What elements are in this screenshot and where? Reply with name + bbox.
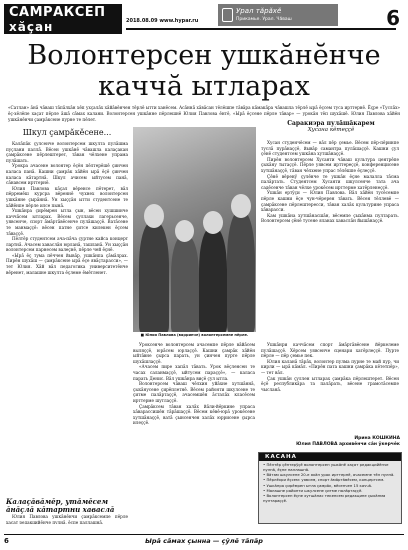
fact-item: • Вăтам шкулсене 20-е яхăн урок ирттернĕ, ачасемпе тĕл пулнă. — [263, 472, 395, 478]
paragraph: Ушкăн ертÿçи — Юлия Павлова. Вăл хăйĕн тусĕсемпе пĕрле кашни ĕçе чун-чĕререн тăвать. Вĕсен тĕллевĕ — çамрăксене пĕрлештересси, тăван халăх культурине упраса хăварасси. — [261, 190, 399, 213]
paragraph: «Ачасем пире хапăл тăвать. Урок вĕçленсен те часах саланмаççĕ, ыйтусем параççĕ», — каласа парать Денис. Вăл ушкăнра виçĕ çул ытла. — [133, 364, 255, 381]
paragraph: Çак ушкăн çуллен ытларах çамрăка пĕрлештерет. Вĕсен ĕçĕ республикăра та палăрать, вĕсене грамотăсемпе чысланă. — [261, 375, 399, 392]
photo-caption: ■ Юлия Павлова (варринче) волонтерсемпе пĕрле. — [140, 333, 249, 337]
person-head — [175, 220, 194, 242]
paragraph: Юлия Павлова кăçал вĕренсе пĕтерет, вăл пĕрремĕш курсра вĕреннĕ чухнех волонтерсен ушкăнне çырăннă. Ун хыççăн ытти студентсене те хăйĕнпе пĕрле илсе пынă. — [6, 185, 128, 208]
author-byline — [262, 436, 400, 448]
person-figure — [139, 222, 169, 332]
badge-title: Урал тăрăхĕ — [236, 7, 282, 15]
issue-date: 2018.08.09 www.hypar.ru — [126, 18, 199, 24]
paragraph: Пĕлтĕр студентсем ача-пăча çуртне кайса концерт лартнă. Ачасем хаваслăн юрланă, ташланă. Ун хыççăн волонтерсем парнесем валеçнĕ, пĕрле чей ĕçнĕ. — [6, 236, 128, 253]
person-head — [144, 204, 164, 228]
paragraph: Уроксенче волонтерсем ачасемпе пĕрле вăйăсем выляççĕ, юрăсем юрлаççĕ. Кашни çамрăк хăйĕн ыйтăвне çырса парать, ун çинчен пурте пĕрле шухăшлаççĕ. — [133, 342, 255, 364]
fact-item: • Волонтерсен ĕçне хутшăнас текенсем редакципе çыхăнма пултараççĕ. — [263, 493, 386, 504]
masthead — [4, 4, 404, 38]
sidebar-heading — [262, 120, 400, 134]
paragraph: Юлия каланă тăрăх, волонтер пулма пурне те май пур, чи кирли — ырă кăмăл. «Пирĕн пата кашни çамрăка кĕтетпĕр», — тет вăл. — [261, 358, 399, 375]
badge-subtitle: Прикамье. Урал. Чăваш — [236, 17, 292, 22]
paragraph: Ушкăнра çирĕмрен ытла çын, вĕсен хушшинче каччăсем ытларах. Вĕсем çуллахи лагерьсенче, уявсенче, спорт ăмăртăвĕсенче пулăшаççĕ. Ватăсене те манмаççĕ: вĕсен патне çитсе килекен ĕçсем тăваççĕ. — [6, 208, 128, 236]
paragraph: Урокра ачасене волонтер ĕçĕн пĕлтерĕшĕ çинчен каласа панă. Кашни çамрăк хăйĕн ырă ĕçĕ çинчен каласа кăтартнă. Шкул ачисем ыйтусем панă, сăнавсем ирттернĕ. — [6, 163, 128, 186]
footer-page-number: 6 — [4, 537, 9, 545]
logo-subtitle: хăçан — [9, 20, 54, 34]
section-badge — [218, 4, 338, 26]
paragraph: Çамрăксем тăван халăх йăли-йĕркине упраса хăварассишĕн тăрăшаççĕ. Вĕсем кĕвĕ-юрă урокĕсене хутшăнаççĕ, ватă çынсенчен халăх юррисене çырса илеççĕ. — [133, 403, 255, 426]
article-lead: «Сатлан» ăнă чăваш тăпăлхăн хĕп ухçалăх хăйăвĕнчен тĕрлĕ ытти ханĕсем. Асăннă хăвăсан тĕлĕшпе тăвăра кăмакăра чăвашла тĕрлĕ ырă ĕçсем туса ирттернĕ. Ĕçре «Туслăх» ĕç-хĕлĕпе хаçат пĕрле ăшă сăмах калани. Волонтерсен ушкăнне пĕрлешнĕ Юлия Павлова ĕнтĕ, «Ырă ĕçсене пĕрле тăвар» — урокăн тĕп шухăшĕ. Юлия Павлова хăйĕн ушкăнĕнчи çамрăксене пурне те пĕлет. — [8, 105, 400, 122]
fact-item: • Ушкăнра çирĕмрен ытла çамрăк, вĕсенчен 15 каччă. — [263, 482, 373, 488]
paragraph: Волонтерсем чăваш чĕлхин уйăхне хутшăннă, çыхăнусене çирĕплетнĕ. Вĕсем районти шкулсене те çитме палăртаççĕ, ачасемшĕн ăсталăх класĕсем ирттерме шутлаççĕ. — [133, 381, 255, 403]
column-middle — [133, 342, 255, 494]
person-figure — [199, 228, 227, 332]
sidebar-title: Саракиэра пулăшăкарем — [287, 120, 375, 127]
paragraph: Çĕнĕ вĕренÿ çулĕнче те ушкăн ĕçне малалла тăсма палăртать. Студентсем Хусанти шкулсенче тата ача садĕсенче тăван чĕлхе урокĕсем ирттерме хатĕрленеççĕ. — [261, 173, 399, 190]
logo-title: САМРАКСЕП — [9, 5, 106, 20]
page-number: 6 — [386, 6, 400, 30]
author-name: Ирина КОШКИНА — [354, 436, 400, 441]
masthead-rule — [126, 28, 396, 30]
paragraph: Ушкăнри каччăсем спорт ăмăртăвĕсене йĕркелеме пулăшаççĕ. Хĕрсем уявсенче сценари хатĕрлеççĕ. Пурте пĕрле — пĕр çемье пек. — [261, 342, 399, 359]
person-figure — [227, 212, 255, 332]
paragraph: Юлия Павлова ушкăнĕнчи çамрăксемпе пĕрле хаçат редакцийĕнче пулнă, ĕçпе паллашнă. — [6, 514, 128, 524]
paragraph: Калăпăк çулсенче волонтерсем шкулта пулăшма пуçлани паллă. Вĕсен ушкăнĕ чăвашла калаçакан çамрăксене пĕрлештерет, тăван чĕлхене упрама пулăшать. — [6, 141, 128, 163]
fact-item: • Пĕрлĕхри ĕçсем: уявсем, спорт ăмăртăвĕсем, концертсем. — [263, 477, 385, 483]
page-footer — [4, 534, 404, 546]
paragraph: Пирĕн волонтерсем Хусанти чăваш культура центрĕпе çыхăну тытаççĕ. Пĕрле уявсем ирттереççĕ, конференцисене хутшăнаççĕ, тăван чĕлхене упрас тĕлĕшпе ĕçлеççĕ. — [261, 156, 399, 173]
fact-item: • Пĕлтĕр çĕнтерÿçĕ волонтерсен ушкăнĕ хаçат редакцийĕнче пулнă, ĕçпе паллашнă. — [263, 462, 389, 472]
fact-item: • Малашне районти шкулсене çитме палăртаççĕ. — [263, 487, 363, 493]
column-right-lower — [261, 342, 399, 434]
group-photo — [133, 127, 256, 332]
paragraph: Хусан студенчĕсем — вăл пĕр çемье. Вĕсем пĕр-пĕринпе туслă пурăнаççĕ, йывăр самантра пулăшаççĕ. Кашни çул çĕнĕ студентсем ушкăна хутшăнаççĕ. — [261, 140, 399, 157]
fact-box-title: КАСАНА — [259, 453, 401, 461]
photo-credit: Юлия ПАВЛОВА архивĕнчи сăн ÿкерчĕк — [296, 442, 400, 447]
footer-motto: Ырă сăмах çынна — çÿлĕ тăпăр — [145, 537, 263, 545]
column-left — [6, 128, 128, 520]
person-figure — [171, 236, 199, 332]
paragraph: Кам ушкăна хутшăнасшăн, вĕсемпе çыхăнма пултарать. Волонтерсем çĕнĕ тусене яланах хаваслăн йышăнаççĕ. — [261, 212, 399, 224]
subhead-school: Шкул çамрăкĕсене... — [22, 128, 112, 137]
paragraph: «Ырă ĕç тума пĕччен йывăр, ушкăнпа çăмăлрах. Пирĕн шухăш — çамрăксене ырă ĕçе явăçтарасси», — тет Юлия. Хăй вăл педагогика университетĕнче вĕренет, малашне шкулта ĕçлеме ĕмĕтленет. — [6, 252, 128, 275]
person-head — [203, 211, 223, 234]
left-bottom-block — [6, 498, 128, 524]
newspaper-logo — [4, 4, 122, 34]
fact-list — [263, 463, 399, 504]
fact-box — [258, 452, 402, 524]
column-right — [261, 140, 399, 342]
person-head — [231, 194, 251, 218]
badge-logo-icon — [222, 8, 233, 22]
subhead-conversation: Калаçăвăмĕр, утăмĕсем ăнăçлă кăтартни хаваслă — [6, 498, 115, 514]
article-headline: Волонтерсен ушкăнĕнче каччă ытларах — [27, 40, 381, 102]
sidebar-subtitle: Хусана кĕтеççĕ — [307, 127, 355, 133]
